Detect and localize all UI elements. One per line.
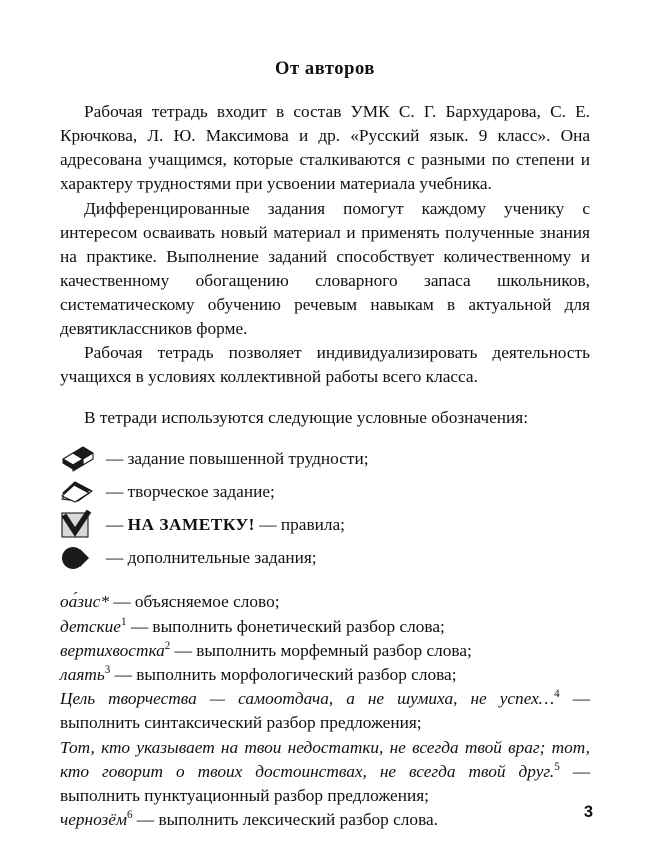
circle-arrow-icon: [60, 545, 106, 571]
isometric-box-icon: [60, 446, 106, 472]
notation-description: — выполнить синтаксический разбор предложения;: [60, 689, 590, 733]
notation-description: — выполнить лексический разбор слова.: [136, 810, 438, 830]
notation-superscript: 6: [126, 809, 133, 822]
legend-dash: —: [106, 481, 124, 501]
legend-list: [60, 442, 590, 574]
spacer: [60, 574, 590, 584]
legend-bold-label: НА ЗАМЕТКУ!: [127, 514, 255, 534]
notation-superscript: 4: [554, 688, 560, 701]
checkmark-box-icon: [60, 510, 106, 540]
notation-item-4: [60, 663, 590, 687]
notation-description: — выполнить морфемный разбор слова;: [174, 640, 472, 660]
notation-item-2: [60, 615, 590, 639]
notation-term: оа́зис*: [60, 592, 109, 612]
notation-item-6: [60, 736, 590, 809]
notation-item-5: [60, 687, 590, 735]
legend-description: дополнительные задания;: [127, 547, 317, 567]
body-text-block: [60, 100, 590, 832]
notation-superscript: 5: [554, 761, 560, 774]
list-item: [60, 475, 590, 508]
legend-description: — правила;: [259, 514, 345, 534]
notation-term: Цель творчества — самоотдача, а не шумиха, не успех…: [60, 689, 555, 709]
legend-label: [106, 480, 590, 504]
paragraph-2: Дифференцированные задания помогут каждому ученику с интересом осваивать новый материал и применять полученные знания на практике. Выполнение заданий способствует количественному и качественному обогащению словарного запаса школьников, систематическому обучению речевым навыкам в актуальной для девятиклассников форме.: [60, 198, 590, 339]
paragraph-legend-intro: В тетради используются следующие условные обозначения:: [84, 408, 529, 428]
list-item: [60, 442, 590, 475]
notation-list: [60, 590, 590, 832]
stacked-sheets-icon: [60, 479, 106, 505]
spacer: [60, 389, 590, 406]
legend-dash: —: [106, 514, 124, 534]
spacer: [60, 430, 590, 440]
notation-description: — выполнить морфологический разбор слова;: [114, 665, 457, 685]
list-item: [60, 508, 590, 541]
legend-description: творческое задание;: [127, 481, 275, 501]
legend-label: [106, 546, 590, 570]
page-number: 3: [583, 803, 593, 821]
notation-description: — выполнить пунктуационный разбор предложения;: [60, 761, 590, 806]
notation-term: вертихвостка: [60, 640, 165, 660]
notation-superscript: 2: [164, 640, 171, 653]
notation-term: детские: [60, 616, 121, 636]
list-item: [60, 541, 590, 574]
notation-item-1: [60, 590, 590, 614]
notation-superscript: 1: [120, 615, 127, 628]
notation-term: чернозём: [60, 810, 127, 830]
legend-description: задание повышенной трудности;: [127, 448, 369, 468]
legend-dash: —: [106, 547, 124, 567]
notation-item-7: [60, 808, 590, 832]
page-title: От авторов: [274, 59, 376, 79]
paragraph-1: Рабочая тетрадь входит в состав УМК С. Г. Бархударова, С. Е. Крючкова, Л. Ю. Максимова и др. «Русский язык. 9 класс». Она адресована учащимся, которые сталкиваются с разными по степени и характеру трудностями при усвоении материала учебника.: [60, 102, 590, 194]
notation-description: — объясняемое слово;: [113, 592, 280, 612]
notation-term: лаять: [60, 665, 105, 685]
notation-superscript: 3: [104, 664, 111, 677]
notation-description: — выполнить фонетический разбор слова;: [130, 616, 445, 636]
paragraph-3: Рабочая тетрадь позволяет индивидуализировать деятельность учащихся в условиях коллективной работы всего класса.: [60, 343, 590, 387]
legend-label: [106, 447, 590, 471]
notation-term: Тот, кто указывает на твои недостатки, не всегда твой враг; тот, кто говорит о твоих достоинствах, не всегда твой друг.: [60, 737, 590, 781]
notation-item-3: [60, 639, 590, 663]
legend-label: [106, 513, 590, 537]
legend-dash: —: [106, 448, 124, 468]
